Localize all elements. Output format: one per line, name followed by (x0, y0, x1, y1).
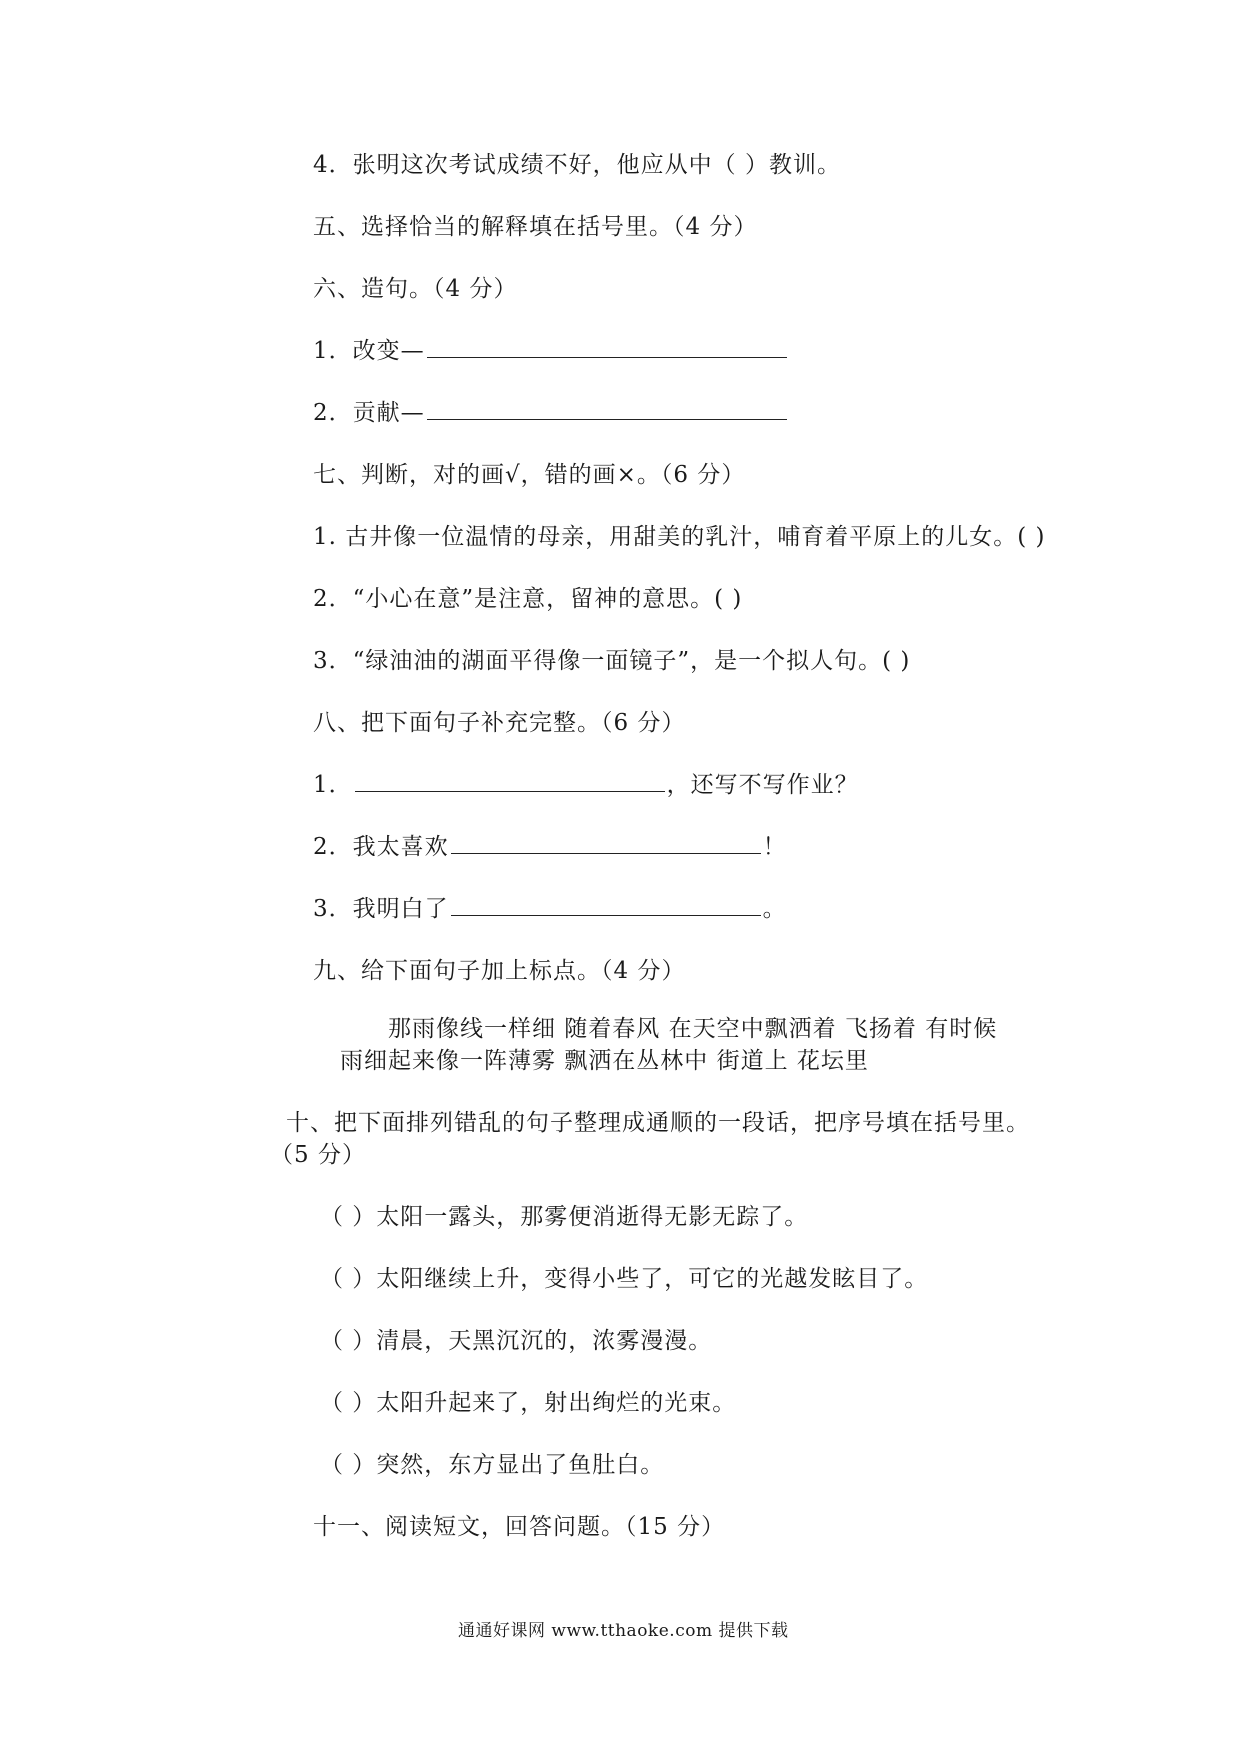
section-10-title-line-1: 十、把下面排列错乱的句子整理成通顺的一段话，把序号填在括号里。 (286, 1110, 1030, 1136)
section-6-title: 六、造句。（4 分） (313, 276, 518, 302)
answer-blank (427, 399, 787, 420)
page-footer: 通通好课网 www.tthaoke.com 提供下载 (458, 1621, 789, 1641)
question-4-4: 4．张明这次考试成绩不好，他应从中（ ）教训。 (313, 152, 841, 178)
section-5-title: 五、选择恰当的解释填在括号里。（4 分） (313, 214, 758, 240)
section-10-item-2: （ ）太阳继续上升，变得小些了，可它的光越发眩目了。 (320, 1266, 929, 1292)
answer-blank (451, 895, 761, 916)
item-suffix: ，还写不写作业？ (666, 772, 859, 798)
section-8-item-2 (313, 832, 787, 862)
answer-blank (451, 833, 761, 854)
section-8-title: 八、把下面句子补充完整。（6 分） (313, 710, 686, 736)
answer-blank (355, 771, 665, 792)
section-8-item-3 (313, 894, 787, 924)
section-10-item-3: （ ）清晨，天黑沉沉的，浓雾漫漫。 (320, 1328, 713, 1354)
section-6-item-1 (313, 336, 789, 366)
section-9-passage-line-1: 那雨像线一样细 随着春风 在天空中飘洒着 飞扬着 有时候 (388, 1016, 998, 1042)
section-7-title: 七、判断，对的画√，错的画×。（6 分） (313, 462, 746, 488)
item-prefix: 2．我太喜欢 (313, 834, 449, 860)
item-text: 2．贡献— (313, 400, 425, 426)
section-10-title-line-2: （5 分） (270, 1142, 366, 1168)
section-9-passage-line-2: 雨细起来像一阵薄雾 飘洒在丛林中 街道上 花坛里 (340, 1048, 869, 1074)
item-prefix: 3．我明白了 (313, 896, 449, 922)
item-text: 1．改变— (313, 338, 425, 364)
section-11-title: 十一、阅读短文，回答问题。（15 分） (313, 1514, 726, 1540)
item-prefix: 1． (313, 772, 353, 798)
section-10-item-4: （ ）太阳升起来了，射出绚烂的光束。 (320, 1390, 737, 1416)
answer-blank (427, 337, 787, 358)
section-7-item-2: 2．“小心在意”是注意，留神的意思。( ) (313, 586, 743, 612)
section-7-item-1: 1. 古井像一位温情的母亲，用甜美的乳汁，哺育着平原上的儿女。( ) (313, 524, 1046, 550)
section-10-item-5: （ ）突然，东方显出了鱼肚白。 (320, 1452, 665, 1478)
item-suffix: 。 (762, 896, 787, 922)
item-suffix: ！ (762, 834, 787, 860)
section-7-item-3: 3．“绿油油的湖面平得像一面镜子”，是一个拟人句。( ) (313, 648, 911, 674)
section-8-item-1 (313, 770, 859, 800)
section-9-title: 九、给下面句子加上标点。（4 分） (313, 958, 686, 984)
section-10-item-1: （ ）太阳一露头，那雾便消逝得无影无踪了。 (320, 1204, 809, 1230)
section-6-item-2 (313, 398, 789, 428)
